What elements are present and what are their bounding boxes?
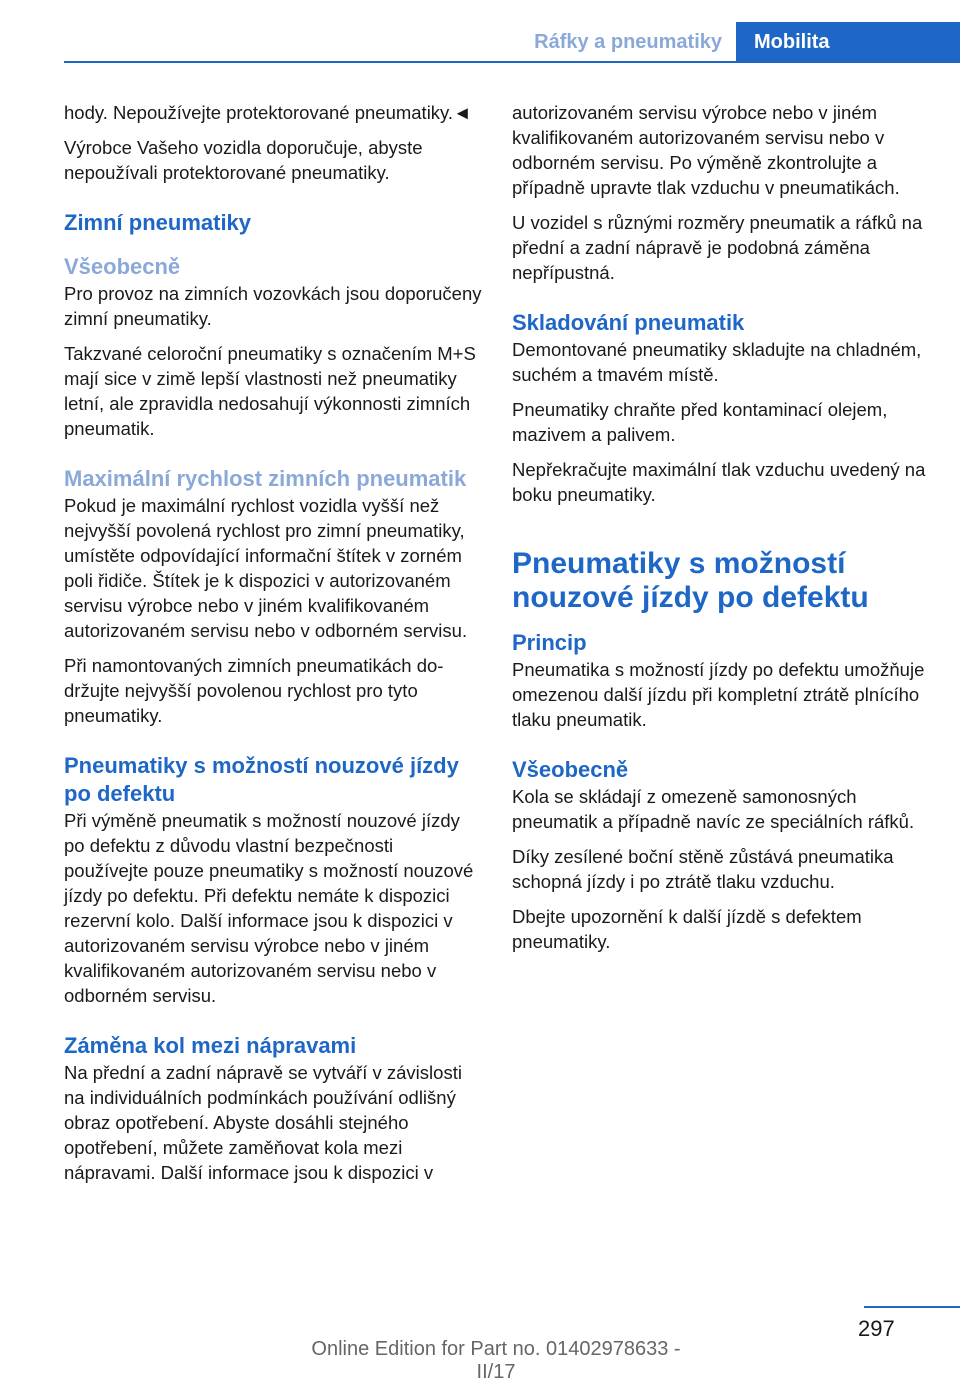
paragraph: Výrobce Vašeho vozidla doporučuje, abyste nepoužívali protektorované pneumatiky. (64, 137, 423, 183)
paragraph: Při namontovaných zimních pneumatikách dodržujte nejvyšší povolenou rychlost pro tyto pneumatiky. (64, 655, 444, 726)
subheading-max-speed: Maximální rychlost zimních pneumatik (64, 466, 467, 491)
edition-footer: Online Edition for Part no. 01402978633 - II/17 (311, 1338, 681, 1383)
heading-general: Všeobecně (512, 757, 629, 782)
header-chapter-tab: Mobilita (736, 22, 960, 62)
paragraph: Dbejte upozornění k další jízdě s defektem pneumatiky. (512, 906, 862, 952)
paragraph: Pro provoz na zimních vozovkách jsou doporučeny zimní pneumatiky. (64, 283, 482, 329)
paragraph: Pokud je maximální rychlost vozidla vyšší než nejvyšší povolená rychlost pro zimní pneumatiky, umístěte odpovídající informační štítek v zorném poli řidiče. Štítek je k dispozici v autorizovaném servisu výrobce nebo v jiném kvalifikovaném autorizovaném servisu nebo v odborném servisu. (64, 495, 468, 641)
section-title-runflat: Pneumatiky s možností nouzové jízdy po defektu (512, 547, 869, 614)
paragraph: autorizovaném servisu výrobce nebo v jiném kvalifikovaném autorizovaném servisu nebo v odborném servisu. Po výměně zkontrolujte a případně upravte tlak vzduchu v pneumatikách. (512, 102, 900, 198)
header-divider (64, 61, 960, 63)
paragraph: Takzvané celoroční pneumatiky s označením M+S mají sice v zimě lepší vlastnosti než pneumatiky letní, ale zpravidla nedosahují výkonnosti zimních pneumatik. (64, 343, 476, 439)
paragraph: Díky zesílené boční stěně zůstává pneumatika schopná jízdy i po ztrátě tlaku vzduchu. (512, 846, 894, 892)
footer-divider (864, 1306, 960, 1308)
heading-tire-storage: Skladování pneumatik (512, 310, 745, 335)
paragraph: Při výměně pneumatik s možností nouzové jízdy po defektu z důvodu vlastní bezpečnosti používejte pouze pneumatiky s možností nouzové jízdy po defektu. Při defektu nemáte k dispozici rezervní kolo. Další informace jsou k dispozici v autorizovaném servisu výrobce nebo v jiném kvalifikovaném autorizovaném servisu nebo v odborném servisu. (64, 810, 474, 1006)
heading-runflat-tires: Pneumatiky s možností nouzové jízdy po defektu (64, 753, 459, 806)
right-column (512, 100, 928, 964)
heading-principle: Princip (512, 630, 587, 655)
paragraph: Demontované pneumatiky skladujte na chladném, suchém a tmavém místě. (512, 339, 922, 385)
paragraph: Pneumatiky chraňte před kontaminací olejem, mazivem a palivem. (512, 399, 888, 445)
header-section-title: Ráfky a pneumatiky (534, 30, 722, 53)
paragraph: Nepřekračujte maximální tlak vzduchu uvedený na boku pneumatiky. (512, 459, 926, 505)
paragraph: hody. Nepoužívejte protektorované pneumatiky.◄ (64, 102, 472, 123)
heading-winter-tires: Zimní pneumatiky (64, 210, 252, 235)
paragraph: U vozidel s různými rozměry pneumatik a ráfků na přední a zadní nápravě je podobná záměna nepřípustná. (512, 212, 923, 283)
paragraph: Pneumatika s možností jízdy po defektu umožňuje omezenou další jízdu při kompletní ztrátě plnícího tlaku pneumatik. (512, 659, 925, 730)
left-column (64, 100, 482, 1195)
heading-wheel-swap: Záměna kol mezi nápravami (64, 1033, 357, 1058)
subheading-general: Všeobecně (64, 254, 181, 279)
paragraph: Kola se skládají z omezeně samonosných pneumatik a případně navíc ze speciálních ráfků. (512, 786, 915, 832)
page-number: 297 (858, 1316, 895, 1341)
paragraph: Na přední a zadní nápravě se vytváří v závislosti na individuálních podmínkách používání odlišný obraz opotřebení. Abyste dosáhli stejného opotřebení, můžete zaměňovat kola mezi nápravami. Další informace jsou k dispozici v (64, 1062, 462, 1183)
